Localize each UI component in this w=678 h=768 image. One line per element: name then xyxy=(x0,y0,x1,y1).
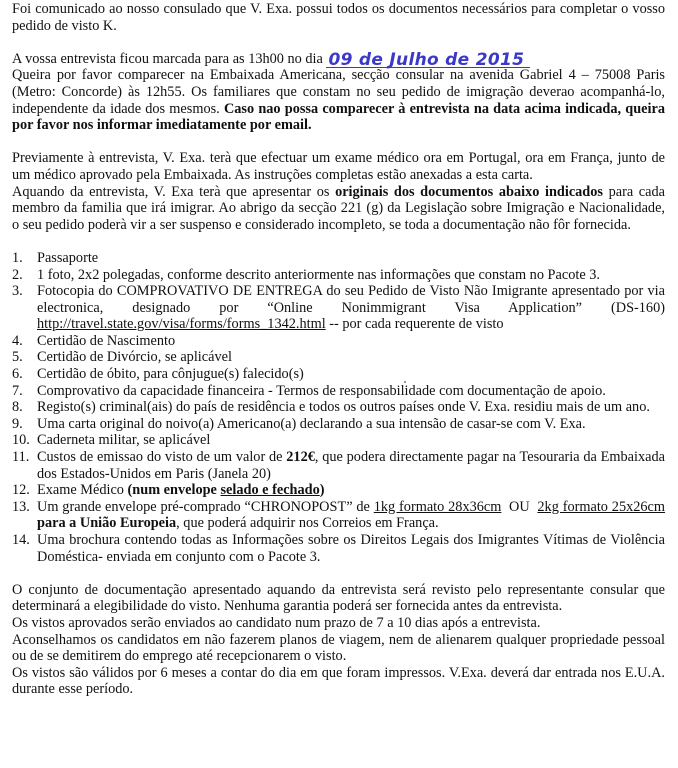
item-number: 14. xyxy=(12,532,30,548)
envelope-note-close: ) xyxy=(319,482,325,499)
item-text-suffix: -- por cada requerente de visto xyxy=(325,316,504,333)
scan-speck xyxy=(404,381,406,383)
list-item xyxy=(12,432,665,449)
visa-fee-amount: 212€ xyxy=(286,449,315,466)
list-item xyxy=(12,250,665,267)
item-number: 7. xyxy=(12,382,23,399)
item-text: Exame Médico xyxy=(37,482,124,499)
handwritten-date: 09 de Julho de 2015 xyxy=(326,53,530,68)
list-item xyxy=(12,366,665,383)
documents-intro xyxy=(12,184,665,234)
envelope-option-2kg: 2kg formato 25x26cm xyxy=(537,498,666,515)
item-number: 12. xyxy=(12,482,30,499)
list-item xyxy=(12,283,665,333)
interview-paragraph xyxy=(12,67,665,133)
list-item xyxy=(12,499,665,532)
eu-destination: para a União Europeia xyxy=(37,515,177,532)
closing-delivery: Os vistos aprovados serão enviados ao candidato num prazo de 7 a 10 dias após a entrevista. xyxy=(12,614,541,631)
list-item xyxy=(12,267,665,284)
item-text: Uma carta original do noivo(a) Americano(a) declarando a sua intensão de casar-se com V. Exa. xyxy=(37,415,586,432)
attendance-notice: Caso nao possa comparecer à entrevista na data acima indicada, queira por favor nos informar imediatamente por email. xyxy=(12,100,665,134)
envelope-option-1kg: 1kg formato 28x36cm xyxy=(373,498,502,515)
item-text: 1 foto, 2x2 polegadas, conforme descrito anteriormente nas informações que constam no Pacote 3. xyxy=(37,266,600,283)
item-text: Caderneta militar, se aplicável xyxy=(37,432,211,449)
item-text: Certidão de Nascimento xyxy=(37,332,176,349)
item-number: 13. xyxy=(12,498,30,515)
visa-forms-link[interactable]: http://travel.state.gov/visa/forms/forms_1342.html xyxy=(37,316,326,333)
list-item xyxy=(12,349,665,366)
item-number: 6. xyxy=(12,366,23,383)
item-text: Certidão de óbito, para cônjugue(s) falecido(s) xyxy=(37,366,304,383)
documents-intro-bold: originais dos documentos abaixo indicados xyxy=(335,183,603,200)
item-text: Um grande envelope pré-comprado “CHRONOPOST” de xyxy=(37,498,370,515)
interview-body: Queira por favor comparecer na Embaixada Americana, secção consular na avenida Gabriel 4 – 75008 Paris (Metro: Concorde) às 12h55. Os familiares que constam no seu pedido de imigração deverao acompanhá-lo, independente da idade dos mesmos. xyxy=(12,67,665,117)
closing-advice: Aconselhamos os candidatos em não fazerem planos de viagem, nem de alienarem qualquer propriedade pessoal ou de se demitirem do emprego até recepcionarem o visto. xyxy=(12,631,665,665)
sealed-note: selado e fechado xyxy=(220,482,320,499)
list-item xyxy=(12,333,665,350)
item-text: Custos de emissao do visto de um valor de xyxy=(37,449,283,466)
item-number: 1. xyxy=(12,249,23,266)
interview-line xyxy=(12,51,665,68)
item-text-suffix: , que podera directamente pagar na Tesouraria da Embaixada dos Estados-Unidos em Paris (Janela 20) xyxy=(37,449,665,482)
item-text: Uma brochura contendo todas as Informações sobre os Direitos Legais dos Imigrantes Vítimas de Violência Doméstica- enviada em conjunto com o Pacote 3. xyxy=(37,532,665,565)
item-number: 5. xyxy=(12,349,23,366)
item-text: Registo(s) criminal(ais) do país de residência e todos os outros países onde V. Exa. residiu mais de um ano. xyxy=(37,399,650,416)
documents-intro-text: Aquando da entrevista, V. Exa terà que apresentar os xyxy=(12,183,330,200)
list-item xyxy=(12,449,665,482)
item-text: Passaporte xyxy=(37,249,99,266)
item-number: 10. xyxy=(12,432,30,449)
list-item xyxy=(12,482,665,499)
item-text-suffix: , que poderá adquirir nos Correios em França. xyxy=(176,515,439,532)
documents-intro-rest: para cada membro da familia que irá imigrar. Ao abrigo da secção 221 (g) da Legislação sobre Imigração e Nacionalidade, o seu pedido poderà vir a ser suspenso e considerado incompleto, se toda a documentação não fôr fornecida. xyxy=(12,183,665,233)
medical-paragraph: Previamente à entrevista, V. Exa. terà que efectuar um exame médico ora em Portugal, ora em França, junto de um médico aprovado pela Embaixada. As instruções completas estão anexadas a esta carta. xyxy=(12,150,665,183)
item-number: 8. xyxy=(12,399,23,416)
item-number: 4. xyxy=(12,332,23,349)
item-number: 9. xyxy=(12,415,23,432)
item-number: 11. xyxy=(12,449,30,466)
item-text: Comprovativo da capacidade financeira - Termos de responsabilidade com documentação de apoio. xyxy=(37,382,606,399)
item-text: Certidão de Divórcio, se aplicável xyxy=(37,349,232,366)
required-documents-list xyxy=(12,250,665,565)
list-item xyxy=(12,532,665,565)
intro-paragraph: Foi comunicado ao nosso consulado que V. Exa. possui todos os documentos necessários para completar o vosso pedido de visto K. xyxy=(12,1,665,34)
item-number: 3. xyxy=(12,283,23,300)
envelope-note: (num envelope xyxy=(127,482,217,499)
item-number: 2. xyxy=(12,266,23,283)
interview-lead: A vossa entrevista ficou marcada para as 13h00 no dia xyxy=(12,50,323,67)
closing-review: O conjunto de documentação apresentado aquando da entrevista será revisto pelo representante consular que determinará a elegibilidade do visto. Nenhuma garantia poderá ser fornecida antes da entrevista. xyxy=(12,581,665,615)
closing-validity: Os vistos são válidos por 6 meses a contar do dia em que foram impressos. V.Exa. deverá dar entrada nos E.U.A. durante esse período. xyxy=(12,664,665,698)
list-item xyxy=(12,399,665,416)
option-separator: OU xyxy=(501,498,538,515)
list-item xyxy=(12,383,665,400)
item-text: Fotocopia do COMPROVATIVO DE ENTREGA do seu Pedido de Visto Não Imigrante apresentado por via electronica, designado por “Online Nonimmigrant Visa Application” (DS-160) xyxy=(37,283,665,316)
list-item xyxy=(12,416,665,433)
